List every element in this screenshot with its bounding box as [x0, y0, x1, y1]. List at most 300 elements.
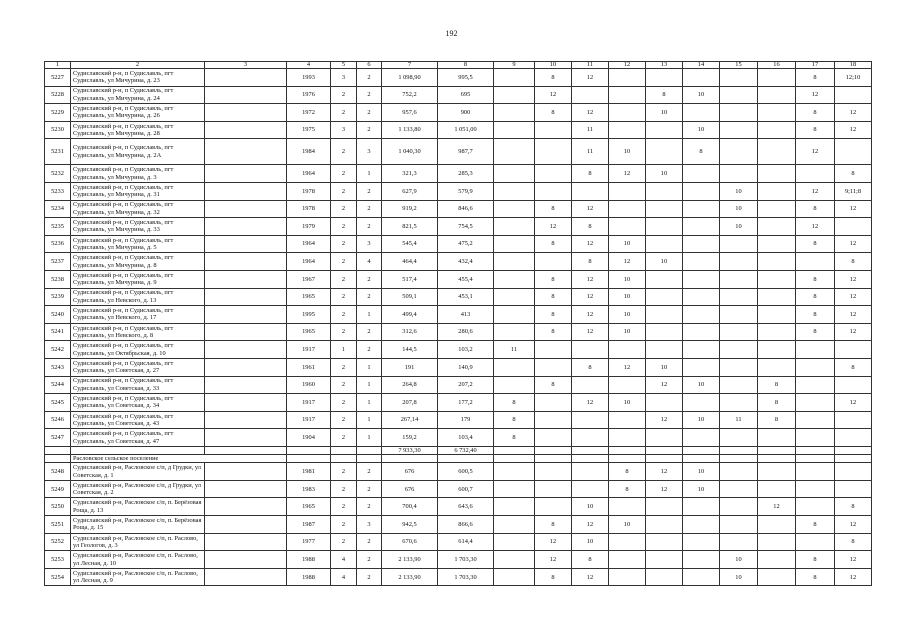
value-cell: 2	[357, 86, 382, 104]
value-cell: 2	[357, 568, 382, 586]
value-cell: 285,3	[438, 165, 494, 183]
value-cell	[572, 429, 609, 447]
value-cell	[572, 182, 609, 200]
value-cell: 4	[331, 551, 357, 569]
value-cell	[835, 139, 872, 165]
value-cell: 670,6	[382, 533, 438, 551]
value-cell: 695	[438, 86, 494, 104]
value-cell: 103,2	[438, 341, 494, 359]
value-cell	[609, 104, 646, 122]
value-cell	[835, 376, 872, 394]
value-cell	[683, 165, 720, 183]
address-cell: Судиславский р-н, п Судиславль, пгт Судиславль, ул Мичурина, д. 31	[71, 182, 205, 200]
value-cell: 321,3	[382, 165, 438, 183]
value-cell: 2	[331, 394, 357, 412]
row-number-cell: 5229	[45, 104, 71, 122]
empty-cell	[535, 446, 572, 454]
empty-cell	[205, 182, 287, 200]
empty-cell	[45, 446, 71, 454]
value-cell: 12	[535, 86, 572, 104]
value-cell	[572, 480, 609, 498]
value-cell: 2	[357, 288, 382, 306]
value-cell	[758, 121, 796, 139]
empty-cell	[205, 429, 287, 447]
value-cell: 8	[535, 69, 572, 87]
value-cell: 987,7	[438, 139, 494, 165]
value-cell: 2	[331, 480, 357, 498]
value-cell	[494, 288, 535, 306]
value-cell	[796, 376, 835, 394]
empty-cell	[205, 358, 287, 376]
table-row	[45, 121, 872, 139]
value-cell: 2	[331, 104, 357, 122]
value-cell: 821,5	[382, 218, 438, 236]
value-cell: 2	[357, 480, 382, 498]
value-cell	[609, 182, 646, 200]
value-cell: 455,4	[438, 270, 494, 288]
empty-cell	[357, 446, 382, 454]
value-cell: 1965	[287, 498, 331, 516]
value-cell	[758, 165, 796, 183]
value-cell	[683, 69, 720, 87]
value-cell	[494, 235, 535, 253]
value-cell: 12	[572, 568, 609, 586]
address-cell: Судиславский р-н, п Судиславль, пгт Судиславль, ул Мичурина, д. 24	[71, 86, 205, 104]
value-cell	[758, 568, 796, 586]
value-cell: 159,2	[382, 429, 438, 447]
value-cell: 2	[357, 533, 382, 551]
value-cell	[758, 480, 796, 498]
value-cell: 8	[646, 86, 683, 104]
value-cell: 2	[331, 429, 357, 447]
value-cell	[835, 411, 872, 429]
value-cell: 499,4	[382, 306, 438, 324]
value-cell	[720, 139, 758, 165]
row-number-cell: 5247	[45, 429, 71, 447]
value-cell: 11	[720, 411, 758, 429]
value-cell: 10	[609, 323, 646, 341]
row-number-cell: 5254	[45, 568, 71, 586]
value-cell: 8	[835, 498, 872, 516]
column-number-cell: 4	[287, 62, 331, 69]
value-cell: 8	[572, 253, 609, 271]
value-cell	[646, 218, 683, 236]
value-cell: 8	[683, 139, 720, 165]
empty-cell	[45, 455, 71, 463]
value-cell: 1 703,30	[438, 551, 494, 569]
address-cell: Судиславский р-н, Расловское с/п, п. Раслово, ул Лесная, д. 9	[71, 568, 205, 586]
value-cell: 8	[535, 376, 572, 394]
row-number-cell: 5239	[45, 288, 71, 306]
empty-cell	[758, 455, 796, 463]
value-cell	[683, 394, 720, 412]
value-cell: 2	[331, 498, 357, 516]
address-cell: Судиславский р-н, п Судиславль, пгт Судиславль, ул Советская, д. 34	[71, 394, 205, 412]
table-row	[45, 139, 872, 165]
value-cell: 1976	[287, 86, 331, 104]
row-number-cell: 5231	[45, 139, 71, 165]
value-cell: 12	[572, 270, 609, 288]
value-cell: 312,6	[382, 323, 438, 341]
value-cell: 2	[331, 218, 357, 236]
empty-cell	[205, 376, 287, 394]
value-cell	[535, 358, 572, 376]
value-cell: 12	[535, 533, 572, 551]
value-cell	[683, 104, 720, 122]
value-cell	[572, 411, 609, 429]
value-cell: 2	[331, 306, 357, 324]
value-cell: 8	[796, 323, 835, 341]
value-cell	[758, 533, 796, 551]
value-cell: 1995	[287, 306, 331, 324]
value-cell: 10	[609, 394, 646, 412]
value-cell	[835, 429, 872, 447]
value-cell	[646, 568, 683, 586]
value-cell	[609, 533, 646, 551]
table-row	[45, 306, 872, 324]
value-cell: 2	[357, 69, 382, 87]
value-cell	[494, 121, 535, 139]
value-cell: 2	[357, 498, 382, 516]
empty-cell	[205, 69, 287, 87]
value-cell	[494, 86, 535, 104]
value-cell	[720, 323, 758, 341]
value-cell: 12	[572, 104, 609, 122]
column-number-cell: 1	[45, 62, 71, 69]
value-cell	[720, 516, 758, 534]
value-cell: 1977	[287, 533, 331, 551]
value-cell: 12	[835, 394, 872, 412]
empty-cell	[796, 446, 835, 454]
value-cell: 1975	[287, 121, 331, 139]
value-cell: 1967	[287, 270, 331, 288]
empty-cell	[205, 139, 287, 165]
value-cell: 12	[835, 288, 872, 306]
empty-cell	[205, 394, 287, 412]
value-cell	[535, 394, 572, 412]
value-cell: 2	[331, 411, 357, 429]
value-cell: 12	[609, 165, 646, 183]
value-cell	[720, 235, 758, 253]
address-cell: Судиславский р-н, п Судиславль, пгт Судиславль, ул Невского, д. 13	[71, 288, 205, 306]
table-row	[45, 429, 872, 447]
value-cell: 12	[609, 253, 646, 271]
empty-cell	[331, 455, 357, 463]
value-cell: 700,4	[382, 498, 438, 516]
value-cell: 2	[357, 270, 382, 288]
empty-cell	[205, 480, 287, 498]
value-cell: 10	[609, 270, 646, 288]
value-cell: 614,4	[438, 533, 494, 551]
value-cell	[494, 533, 535, 551]
value-cell: 12	[796, 182, 835, 200]
value-cell: 1	[357, 411, 382, 429]
table-row	[45, 341, 872, 359]
column-number-cell: 5	[331, 62, 357, 69]
empty-cell	[205, 568, 287, 586]
value-cell	[646, 429, 683, 447]
value-cell	[494, 218, 535, 236]
table-row	[45, 104, 872, 122]
value-cell: 1972	[287, 104, 331, 122]
address-cell: Судиславский р-н, п Судиславль, пгт Судиславль, ул Невского, д. 8	[71, 323, 205, 341]
value-cell	[758, 139, 796, 165]
value-cell	[494, 463, 535, 481]
value-cell: 12	[535, 551, 572, 569]
table-row	[45, 200, 872, 218]
value-cell: 8	[758, 376, 796, 394]
value-cell	[720, 394, 758, 412]
value-cell	[646, 394, 683, 412]
value-cell	[683, 341, 720, 359]
value-cell: 8	[535, 306, 572, 324]
value-cell: 2	[357, 218, 382, 236]
value-cell: 8	[535, 568, 572, 586]
value-cell: 12	[572, 394, 609, 412]
value-cell: 10	[646, 104, 683, 122]
value-cell: 464,4	[382, 253, 438, 271]
value-cell: 2	[331, 323, 357, 341]
address-cell: Судиславский р-н, п Судиславль, пгт Судиславль, ул Октябрьская, д. 10	[71, 341, 205, 359]
value-cell	[494, 306, 535, 324]
value-cell: 12	[646, 376, 683, 394]
value-cell: 12	[796, 86, 835, 104]
address-cell: Судиславский р-н, п Судиславль, пгт Судиславль, ул Советская, д. 43	[71, 411, 205, 429]
value-cell: 8	[796, 270, 835, 288]
row-number-cell: 5230	[45, 121, 71, 139]
value-cell: 1	[331, 341, 357, 359]
value-cell: 12	[572, 69, 609, 87]
value-cell: 144,5	[382, 341, 438, 359]
value-cell	[683, 516, 720, 534]
value-cell: 545,4	[382, 235, 438, 253]
value-cell	[720, 376, 758, 394]
column-number-cell: 3	[205, 62, 287, 69]
value-cell: 1978	[287, 200, 331, 218]
value-cell	[796, 411, 835, 429]
column-number-cell: 2	[71, 62, 205, 69]
value-cell	[758, 358, 796, 376]
row-number-cell: 5234	[45, 200, 71, 218]
empty-cell	[835, 446, 872, 454]
value-cell	[494, 358, 535, 376]
value-cell: 8	[609, 480, 646, 498]
table-row	[45, 516, 872, 534]
address-cell: Судиславский р-н, Расловское с/п, д Грудки, ул Советская, д. 1	[71, 463, 205, 481]
value-cell: 2	[331, 376, 357, 394]
address-cell: Судиславский р-н, п Судиславль, пгт Судиславль, ул Мичурина, д. 8	[71, 253, 205, 271]
value-cell	[683, 288, 720, 306]
value-cell	[683, 253, 720, 271]
address-cell: Судиславский р-н, п Судиславль, пгт Судиславль, ул Советская, д. 47	[71, 429, 205, 447]
empty-cell	[796, 455, 835, 463]
value-cell	[572, 463, 609, 481]
value-cell: 1965	[287, 288, 331, 306]
value-cell	[720, 69, 758, 87]
value-cell	[720, 165, 758, 183]
value-cell: 8	[796, 121, 835, 139]
row-number-cell: 5233	[45, 182, 71, 200]
column-number-cell: 8	[438, 62, 494, 69]
value-cell	[535, 139, 572, 165]
row-number-cell: 5252	[45, 533, 71, 551]
address-cell: Судиславский р-н, п Судиславль, пгт Судиславль, ул Советская, д. 27	[71, 358, 205, 376]
value-cell: 2	[357, 182, 382, 200]
value-cell	[609, 411, 646, 429]
value-cell	[683, 498, 720, 516]
table-row	[45, 376, 872, 394]
value-cell: 8	[796, 288, 835, 306]
subtotal-row	[45, 446, 872, 454]
value-cell	[494, 182, 535, 200]
value-cell: 1981	[287, 463, 331, 481]
empty-cell	[683, 446, 720, 454]
value-cell: 1965	[287, 323, 331, 341]
table-row	[45, 86, 872, 104]
value-cell: 10	[609, 516, 646, 534]
value-cell: 1917	[287, 411, 331, 429]
value-cell	[758, 288, 796, 306]
row-number-cell: 5242	[45, 341, 71, 359]
value-cell: 12	[572, 306, 609, 324]
value-cell	[494, 323, 535, 341]
value-cell: 8	[835, 253, 872, 271]
value-cell: 8	[796, 69, 835, 87]
value-cell	[720, 86, 758, 104]
value-cell	[646, 235, 683, 253]
value-cell: 10	[609, 235, 646, 253]
value-cell	[758, 218, 796, 236]
value-cell	[796, 533, 835, 551]
table-row	[45, 463, 872, 481]
value-cell	[835, 86, 872, 104]
value-cell	[758, 306, 796, 324]
value-cell	[609, 121, 646, 139]
value-cell	[758, 341, 796, 359]
value-cell	[535, 253, 572, 271]
table-row	[45, 533, 872, 551]
value-cell: 432,4	[438, 253, 494, 271]
value-cell: 2	[331, 182, 357, 200]
value-cell: 866,6	[438, 516, 494, 534]
value-cell: 600,5	[438, 463, 494, 481]
value-cell: 8	[572, 165, 609, 183]
value-cell: 10	[683, 411, 720, 429]
address-cell: Судиславский р-н, п Судиславль, пгт Судиславль, ул Советская, д. 33	[71, 376, 205, 394]
value-cell: 8	[535, 288, 572, 306]
table-row	[45, 69, 872, 87]
value-cell: 4	[331, 568, 357, 586]
value-cell	[758, 86, 796, 104]
page-number: 192	[445, 29, 458, 38]
value-cell: 2	[331, 253, 357, 271]
value-cell	[646, 69, 683, 87]
value-cell: 2 133,90	[382, 551, 438, 569]
value-cell: 8	[796, 235, 835, 253]
value-cell: 12	[835, 104, 872, 122]
table-row	[45, 270, 872, 288]
value-cell	[535, 411, 572, 429]
table-row	[45, 551, 872, 569]
empty-cell	[535, 455, 572, 463]
value-cell	[720, 498, 758, 516]
value-cell	[796, 341, 835, 359]
value-cell: 8	[572, 551, 609, 569]
value-cell	[683, 270, 720, 288]
value-cell: 2	[331, 165, 357, 183]
table-body	[45, 62, 872, 586]
value-cell: 2	[331, 139, 357, 165]
column-number-cell: 16	[758, 62, 796, 69]
address-cell: Судиславский р-н, Расловское с/п, п. Раслово, ул Геологов, д. 3	[71, 533, 205, 551]
value-cell: 12	[835, 235, 872, 253]
address-cell: Судиславский р-н, Расловское с/п, п. Раслово, ул Лесная, д. 10	[71, 551, 205, 569]
value-cell: 2 133,90	[382, 568, 438, 586]
value-cell: 3	[357, 139, 382, 165]
table-row	[45, 411, 872, 429]
value-cell: 676	[382, 463, 438, 481]
value-cell: 8	[835, 533, 872, 551]
value-cell	[796, 253, 835, 271]
empty-cell	[205, 200, 287, 218]
value-cell	[494, 516, 535, 534]
value-cell	[720, 533, 758, 551]
value-cell: 1	[357, 394, 382, 412]
value-cell: 4	[357, 253, 382, 271]
subtotal-area-cell: 7 933,30	[382, 446, 438, 454]
value-cell: 2	[357, 463, 382, 481]
empty-cell	[205, 533, 287, 551]
value-cell	[494, 104, 535, 122]
value-cell: 643,6	[438, 498, 494, 516]
value-cell: 10	[720, 200, 758, 218]
address-cell: Судиславский р-н, п Судиславль, пгт Судиславль, ул Мичурина, д. 28	[71, 121, 205, 139]
empty-cell	[720, 455, 758, 463]
value-cell	[609, 341, 646, 359]
value-cell: 2	[331, 288, 357, 306]
value-cell: 2	[331, 270, 357, 288]
value-cell: 12	[535, 218, 572, 236]
empty-cell	[494, 446, 535, 454]
value-cell: 12	[609, 358, 646, 376]
value-cell: 8	[535, 270, 572, 288]
value-cell: 1 703,30	[438, 568, 494, 586]
table-row	[45, 165, 872, 183]
value-cell: 3	[331, 121, 357, 139]
value-cell: 103,4	[438, 429, 494, 447]
value-cell	[720, 429, 758, 447]
value-cell	[609, 218, 646, 236]
value-cell	[646, 182, 683, 200]
section-header-row	[45, 455, 872, 463]
table-row	[45, 218, 872, 236]
value-cell: 2	[357, 323, 382, 341]
value-cell: 8	[494, 429, 535, 447]
value-cell: 12	[572, 288, 609, 306]
value-cell: 1988	[287, 551, 331, 569]
column-number-header	[45, 62, 872, 69]
row-number-cell: 5240	[45, 306, 71, 324]
value-cell	[535, 480, 572, 498]
value-cell	[646, 551, 683, 569]
value-cell: 8	[535, 200, 572, 218]
value-cell: 9;11;8	[835, 182, 872, 200]
value-cell: 8	[835, 358, 872, 376]
value-cell: 10	[720, 568, 758, 586]
table-row	[45, 568, 872, 586]
value-cell: 11	[572, 121, 609, 139]
address-cell: Судиславский р-н, Расловское с/п, д Грудки, ул Советская, д. 2	[71, 480, 205, 498]
